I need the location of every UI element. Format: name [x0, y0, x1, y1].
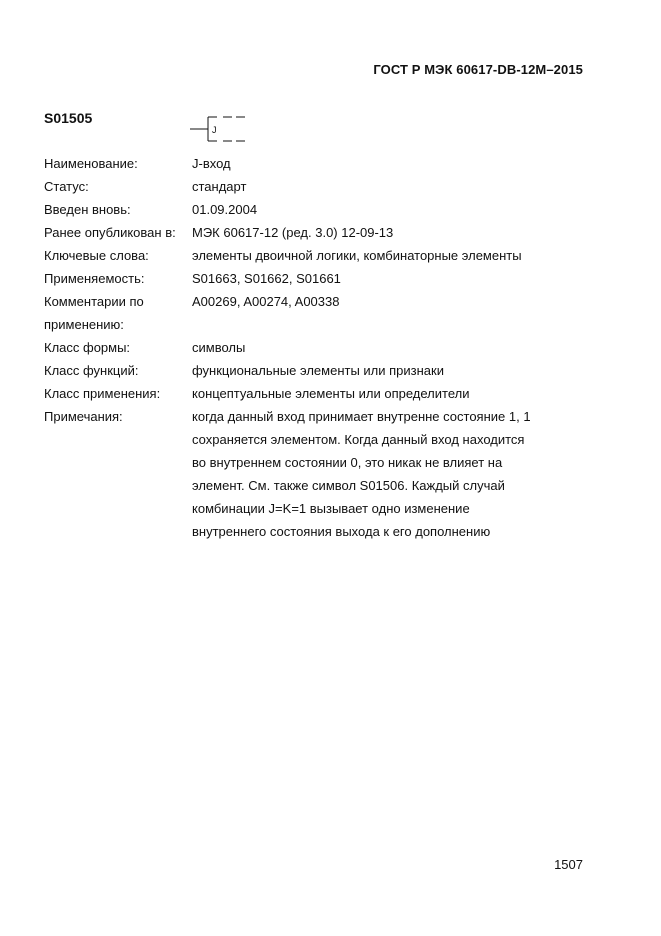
field-row-name [44, 152, 544, 175]
field-label: Ранее опубликован в: [44, 225, 176, 240]
field-row-keywords [44, 244, 544, 267]
j-input-symbol-icon [190, 112, 252, 151]
field-value: когда данный вход принимает внутренне состояние 1, 1 сохраняется элементом. Когда данный вход находится во внутреннем состоянии 0, это никак не влияет на элемент. См. также символ S01506. Каждый случай комбинации J=K=1 вызывает одно изменение внутреннего состояния выхода к его дополнению [192, 409, 531, 539]
field-row-shape-class [44, 336, 544, 359]
field-row-introduced [44, 198, 544, 221]
field-row-status [44, 175, 544, 198]
field-value: S01663, S01662, S01661 [192, 271, 341, 286]
field-row-application-comments [44, 290, 544, 336]
page-number: 1507 [554, 857, 583, 872]
field-value: символы [192, 340, 246, 355]
field-label: Статус: [44, 179, 89, 194]
field-row-applicability [44, 267, 544, 290]
field-label: Введен вновь: [44, 202, 131, 217]
field-row-application-class [44, 382, 544, 405]
symbol-code: S01505 [44, 110, 93, 126]
document-header-title: ГОСТ Р МЭК 60617-DB-12M–2015 [373, 62, 583, 77]
field-value: элементы двоичной логики, комбинаторные элементы [192, 248, 522, 263]
field-label: Применяемость: [44, 271, 145, 286]
field-label: Ключевые слова: [44, 248, 149, 263]
field-label: Наименование: [44, 156, 138, 171]
field-row-notes [44, 405, 544, 543]
attribute-table [44, 152, 544, 543]
field-value: концептуальные элементы или определители [192, 386, 470, 401]
field-label: Класс формы: [44, 340, 131, 355]
field-value: стандарт [192, 179, 247, 194]
field-value: 01.09.2004 [192, 202, 258, 217]
field-label: Примечания: [44, 409, 123, 424]
field-value: функциональные элементы или признаки [192, 363, 444, 378]
field-label: Класс применения: [44, 386, 161, 401]
field-label: Комментарии по применению: [44, 294, 144, 332]
field-value: J-вход [192, 156, 231, 171]
field-value: A00269, A00274, A00338 [192, 294, 340, 309]
symbol-glyph-label: J [212, 125, 217, 135]
field-row-previously-published [44, 221, 544, 244]
field-label: Класс функций: [44, 363, 139, 378]
field-value: МЭК 60617-12 (ред. 3.0) 12-09-13 [192, 225, 394, 240]
field-row-function-class [44, 359, 544, 382]
